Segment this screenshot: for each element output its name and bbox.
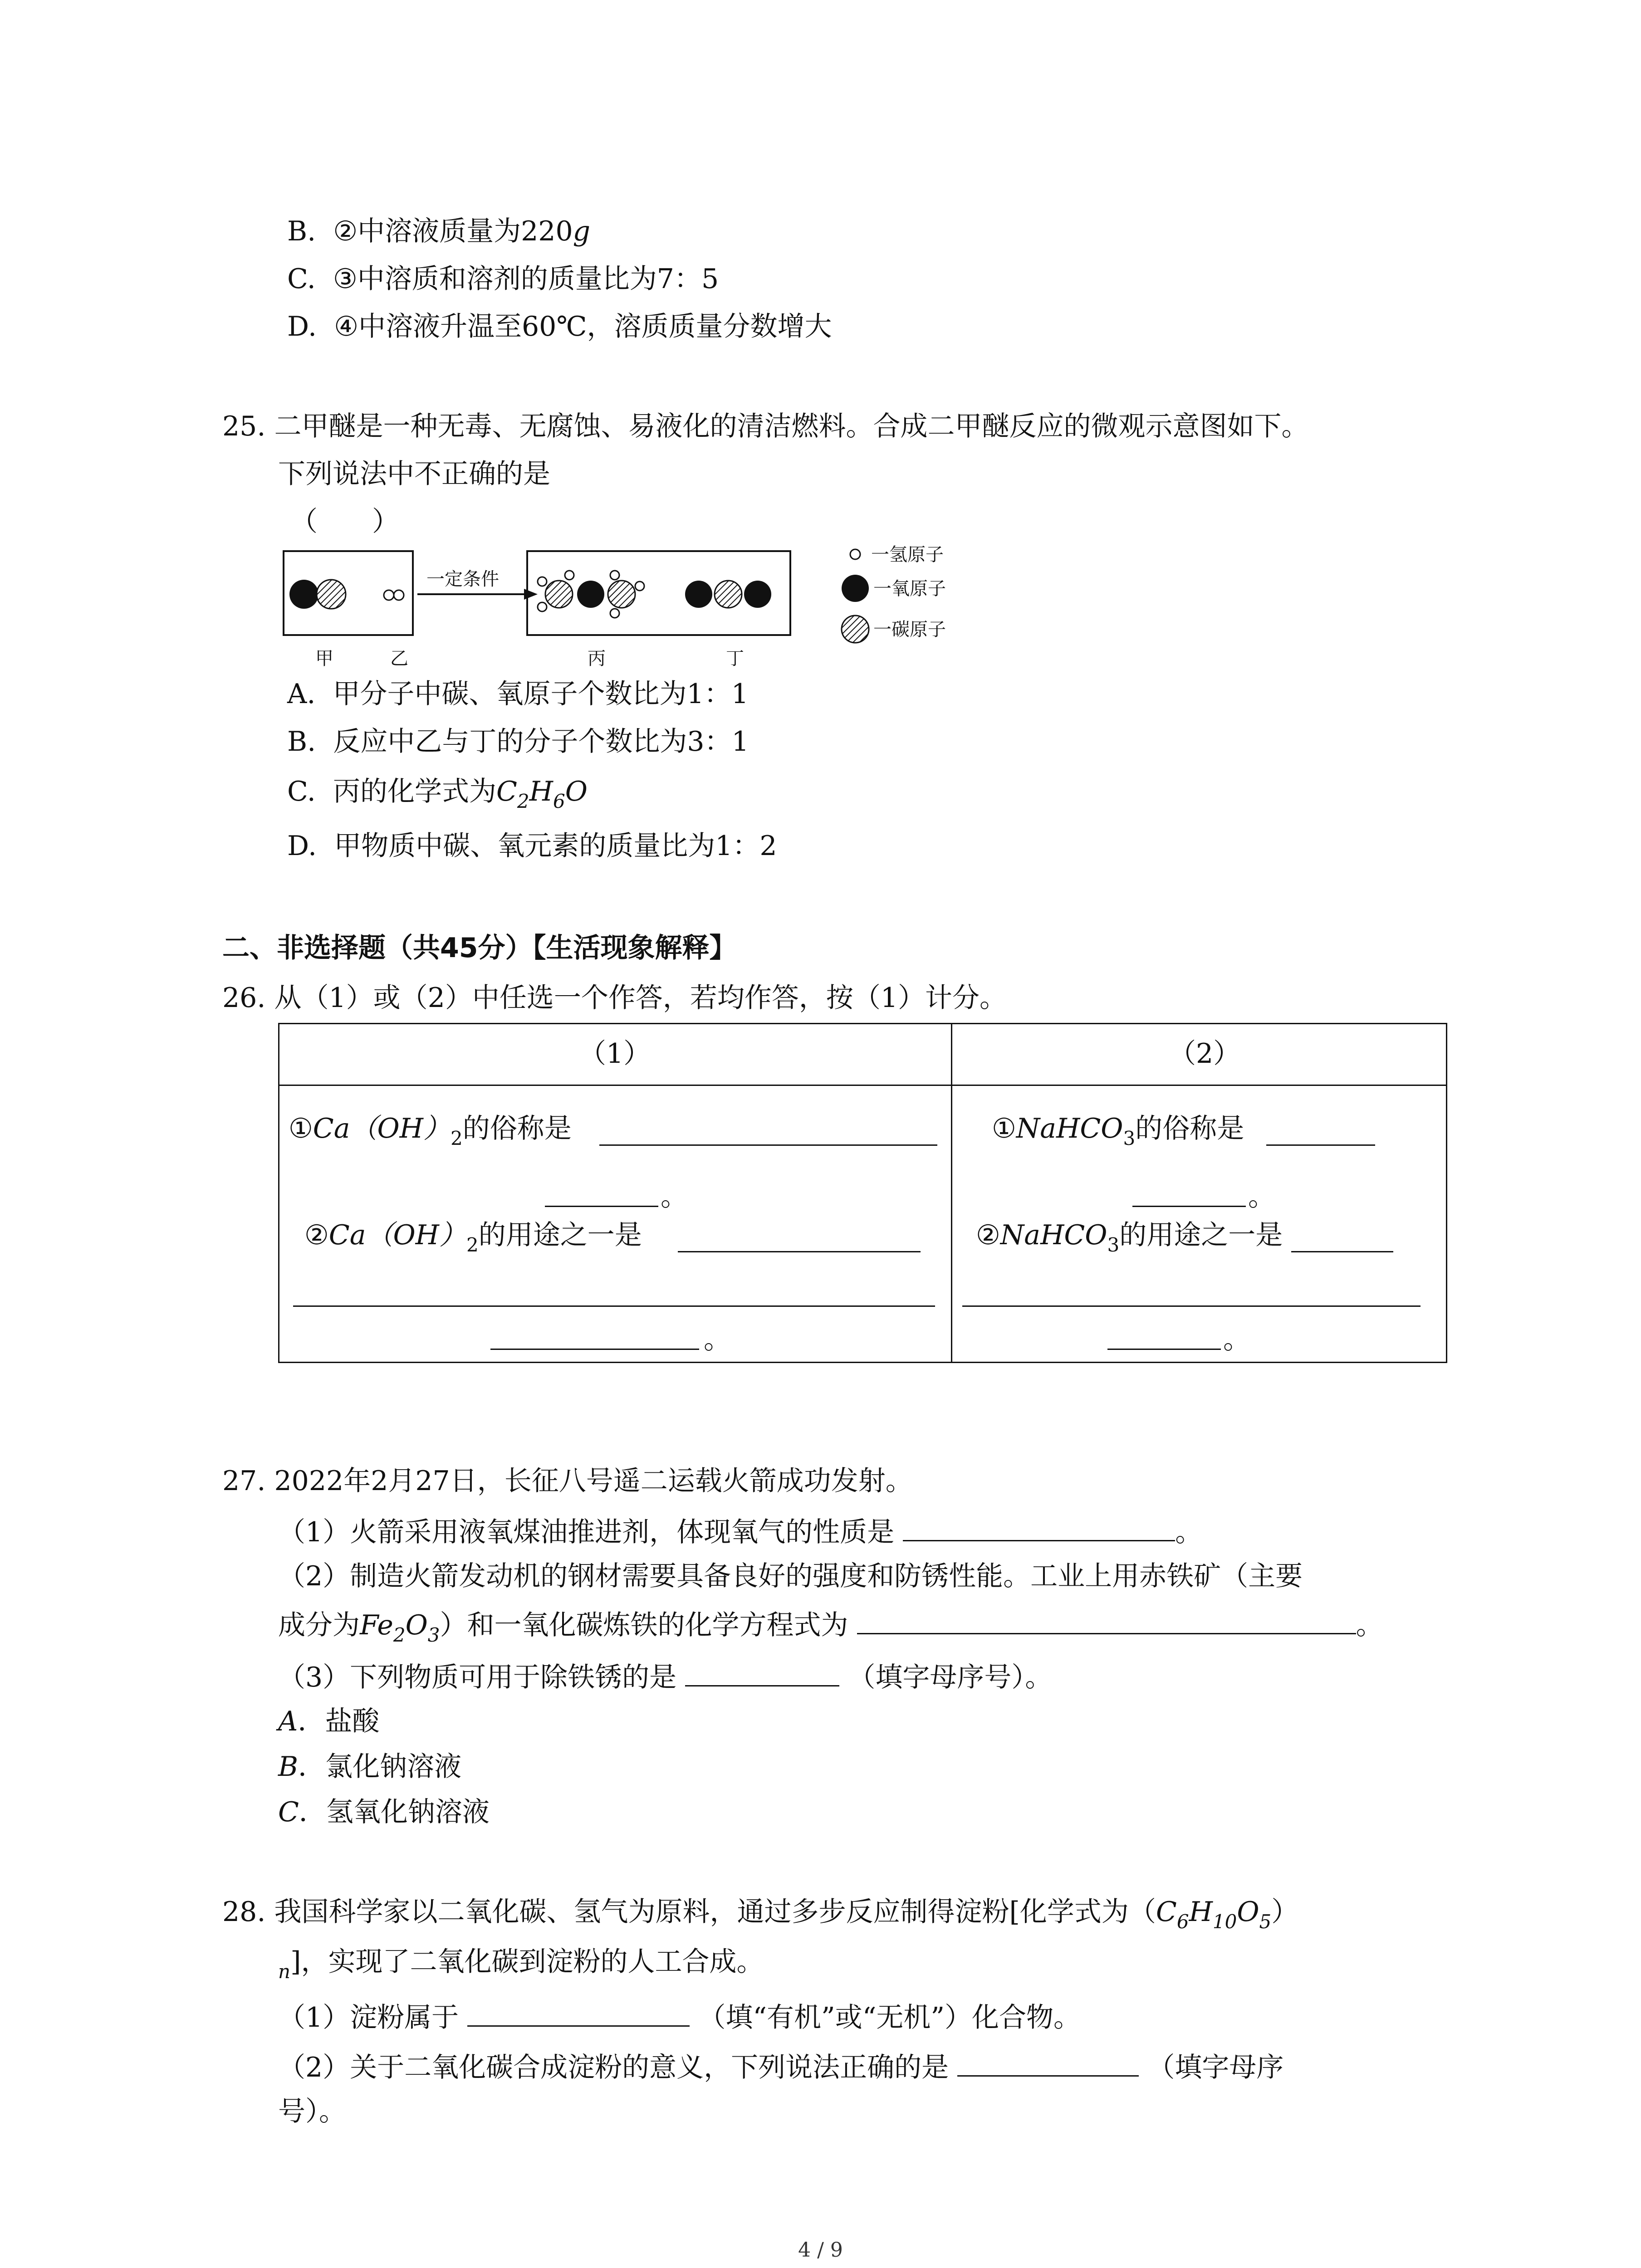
oxygen-atom xyxy=(744,581,771,608)
oxygen-atom xyxy=(577,581,604,608)
legend-hydrogen-label: 一氢原子 xyxy=(871,544,944,565)
reaction-diagram xyxy=(277,544,1003,694)
q25-option-a: A. 甲分子中碳、氧原子个数比为1：1 xyxy=(287,678,749,710)
label-bing: 丙 xyxy=(588,648,606,669)
q28-part2-line2: 号）。 xyxy=(278,2096,346,2127)
q26-stem: 26. 从（1）或（2）中任选一个作答，若均作答，按（1）计分。 xyxy=(222,982,1007,1014)
carbon-atom xyxy=(715,581,742,608)
q24-option-b: B. ②中溶液质量为220g xyxy=(287,215,591,247)
legend-hydrogen-icon xyxy=(850,549,860,559)
q26-col2-use-blank[interactable] xyxy=(1291,1251,1393,1252)
arrow-label: 一定条件 xyxy=(426,569,499,590)
hydrogen-atom xyxy=(538,602,547,611)
q26-col1-use-blank[interactable] xyxy=(678,1251,921,1252)
q27-equation-blank[interactable] xyxy=(857,1606,1356,1634)
hydrogen-atom xyxy=(610,609,619,618)
hydrogen-atom xyxy=(538,577,547,586)
q28-part2: （2）关于二氧化碳合成淀粉的意义，下列说法正确的是 （填字母序 xyxy=(278,2048,1283,2086)
hydrogen-atom xyxy=(384,590,394,600)
label-jia: 甲 xyxy=(315,648,333,669)
q27-part2-line1: （2）制造火箭发动机的钢材需要具备良好的强度和防锈性能。工业上用赤铁矿（主要 xyxy=(278,1560,1303,1592)
q26-col2-end2: 。 xyxy=(1223,1324,1250,1355)
legend-oxygen-icon xyxy=(842,575,869,602)
q25-option-c: C. 丙的化学式为$C_2H_6O$ xyxy=(287,776,588,812)
q26-col1-item2: $②Ca(OH)_2$的用途之一是 xyxy=(304,1219,642,1256)
q26-col2-end1: 。 xyxy=(1248,1181,1275,1212)
q26-col2-use-blank-3[interactable] xyxy=(1107,1349,1221,1350)
q28-part1: （1）淀粉属于 （填“有机”或“无机”）化合物。 xyxy=(278,1998,1081,2036)
hydrogen-atom xyxy=(394,590,404,600)
q27-part1-blank[interactable] xyxy=(903,1513,1175,1541)
q27-part2-line2: 成分为$Fe_2O_3$）和一氧化碳炼铁的化学方程式为 。 xyxy=(278,1606,1383,1646)
q25-stem-line2: 下列说法中不正确的是 xyxy=(278,458,550,490)
q26-col1-end2: 。 xyxy=(704,1324,731,1355)
q26-col2-item1: ①NaHCO$_3$的俗称是 xyxy=(992,1113,1244,1149)
q27-part1: （1）火箭采用液氧煤油推进剂，体现氧气的性质是 。 xyxy=(278,1513,1202,1550)
legend-carbon-icon xyxy=(842,616,869,643)
q27-part3-blank[interactable] xyxy=(685,1658,839,1686)
q26-col1-use-blank-2[interactable] xyxy=(293,1305,935,1307)
legend-oxygen-label: 一氧原子 xyxy=(873,578,946,599)
carbon-atom xyxy=(545,581,573,608)
q26-col2-item2: ②NaHCO$_3$的用途之一是 xyxy=(976,1219,1283,1256)
q28-part1-blank[interactable] xyxy=(467,1998,690,2027)
q26-col2-nickname-blank-cont[interactable] xyxy=(1132,1206,1246,1207)
q28-part2-blank[interactable] xyxy=(957,2048,1139,2077)
legend-carbon-label: 一碳原子 xyxy=(873,619,946,640)
q27-option-b: B．氯化钠溶液 xyxy=(278,1751,462,1783)
q26-col1-use-blank-3[interactable] xyxy=(490,1349,699,1350)
carbon-atom xyxy=(608,581,635,608)
q24-option-d: D. ④中溶液升温至60℃，溶质质量分数增大 xyxy=(287,311,832,342)
q26-col1-nickname-blank[interactable] xyxy=(599,1144,937,1146)
hydrogen-atom xyxy=(635,582,644,591)
q26-col2-header: （2） xyxy=(1169,1038,1241,1070)
section-title: 二、非选择题（共45分）【生活现象解释】 xyxy=(222,932,737,964)
q25-answer-paren: （ ） xyxy=(290,506,399,538)
q26-col1-header: （1） xyxy=(579,1038,651,1070)
q27-option-c: C．氢氧化钠溶液 xyxy=(278,1796,490,1828)
label-ding: 丁 xyxy=(726,648,744,669)
q24-option-c: C. ③中溶质和溶剂的质量比为7：5 xyxy=(287,263,719,295)
q25-option-d: D. 甲物质中碳、氧元素的质量比为1：2 xyxy=(287,830,777,862)
q27-part3: （3）下列物质可用于除铁锈的是 （填字母序号）。 xyxy=(278,1658,1052,1696)
q28-stem-line2: $_n$]，实现了二氧化碳到淀粉的人工合成。 xyxy=(278,1946,764,1983)
hydrogen-atom xyxy=(565,571,574,580)
q26-col1-nickname-blank-cont[interactable] xyxy=(545,1206,658,1207)
q26-table xyxy=(278,1023,1447,1363)
carbon-atom xyxy=(317,580,346,609)
q25-option-b: B. 反应中乙与丁的分子个数比为3：1 xyxy=(287,726,749,758)
hydrogen-atom xyxy=(610,571,619,580)
q26-col2-nickname-blank[interactable] xyxy=(1266,1144,1375,1146)
q27-stem: 27. 2022年2月27日，长征八号遥二运载火箭成功发射。 xyxy=(222,1465,913,1497)
q26-col1-end1: 。 xyxy=(661,1181,688,1212)
q27-option-a: A．盐酸 xyxy=(278,1706,380,1737)
q26-col2-use-blank-2[interactable] xyxy=(962,1305,1421,1307)
arrow-head xyxy=(524,589,538,600)
oxygen-atom xyxy=(289,580,318,609)
label-yi: 乙 xyxy=(390,648,408,669)
q26-col1-item1: $①Ca(OH)_2$的俗称是 xyxy=(289,1113,572,1149)
q25-stem-line1: 25. 二甲醚是一种无毒、无腐蚀、易液化的清洁燃料。合成二甲醚反应的微观示意图如下。 xyxy=(222,411,1309,442)
q28-stem-line1: 28. 我国科学家以二氧化碳、氢气为原料，通过多步反应制得淀粉[化学式为$(C_6H_{10}O_5)$ xyxy=(222,1896,1299,1933)
page-number: 4 / 9 xyxy=(798,2239,843,2262)
oxygen-atom xyxy=(685,581,712,608)
